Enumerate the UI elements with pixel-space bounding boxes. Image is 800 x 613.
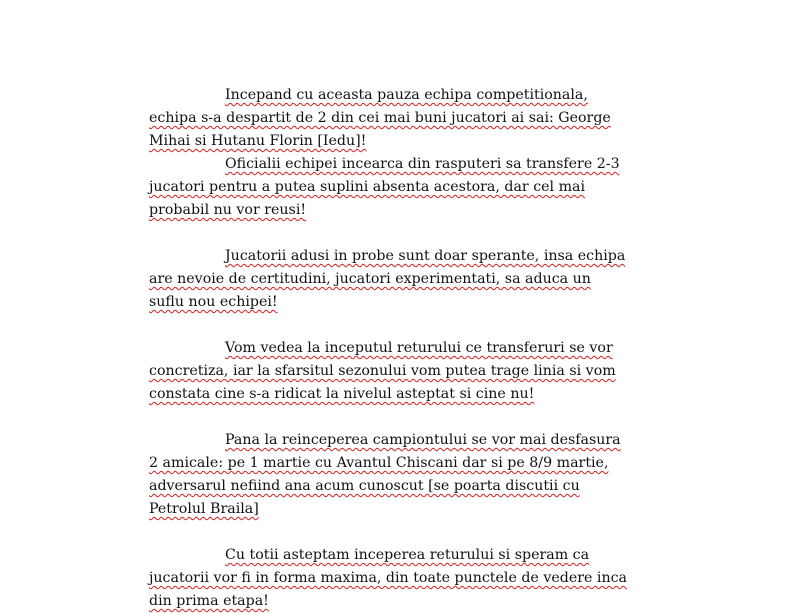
paragraph-6 [149, 544, 629, 613]
paragraph-2-text: Oficialii echipei incearca din rasputeri sa transfere 2-3 jucatori pentru a putea suplini absenta acestora, dar cel mai probabil nu vor reusi! [149, 156, 620, 218]
paragraph-5-text: Pana la reinceperea campiontului se vor mai desfasura 2 amicale: pe 1 martie cu Avantul Chiscani dar si pe 8/9 martie, adversarul nefiind ana acum cunoscut [se poarta discutii cu Petrolul Braila] [149, 432, 621, 517]
paragraph-4 [149, 337, 629, 406]
document-body[interactable] [149, 84, 629, 613]
paragraph-3-text: Jucatorii adusi in probe sunt doar sperante, insa echipa are nevoie de certitudini, jucatori experimentati, sa aduca un suflu nou echipei! [149, 248, 626, 310]
paragraph-3 [149, 245, 629, 314]
paragraph-2 [149, 153, 629, 222]
paragraph-5 [149, 429, 629, 521]
paragraph-1-text: Incepand cu aceasta pauza echipa competitionala, echipa s-a despartit de 2 din cei mai buni jucatori ai sai: George Mihai si Hutanu Florin [Iedu]! [149, 87, 611, 149]
paragraph-4-text: Vom vedea la inceputul returului ce transferuri se vor concretiza, iar la sfarsitul sezonului vom putea trage linia si vom constata cine s-a ridicat la nivelul asteptat si cine nu! [149, 340, 616, 402]
paragraph-1 [149, 84, 629, 153]
paragraph-6-text: Cu totii asteptam inceperea returului si speram ca jucatorii vor fi in forma maxima, din toate punctele de vedere inca din prima etapa! [149, 547, 627, 609]
